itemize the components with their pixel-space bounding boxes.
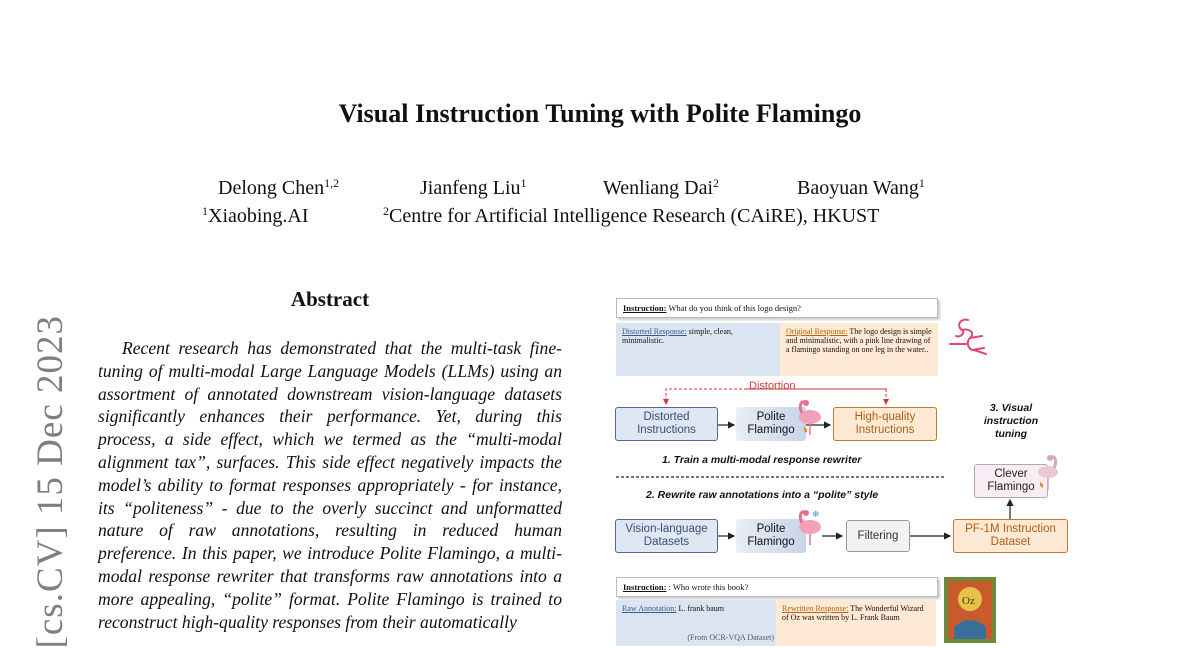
distorted-instructions-node: Distorted Instructions (615, 407, 718, 441)
arxiv-stamp-text: [cs.CV] 15 Dec 2023 (29, 314, 71, 648)
step1-label: 1. Train a multi-modal response rewriter (662, 454, 862, 466)
step3-label: 3. Visual instruction tuning (983, 402, 1039, 440)
step2-label: 2. Rewrite raw annotations into a “polite” style (646, 489, 879, 501)
flamingo-clever-icon (1032, 452, 1066, 492)
pf1m-dataset-node: PF-1M Instruction Dataset (953, 519, 1068, 553)
polite-flamingo-node-1: Polite Flamingo (736, 407, 806, 441)
clever-flamingo-node: Clever Flamingo (974, 464, 1048, 498)
flamingo-snowflake-icon (792, 507, 826, 547)
author-2: Jianfeng Liu$^1$ (420, 176, 527, 199)
original-response-box: Original Response: The logo design is simple and minimalistic, with a pink line drawing of a flamingo standing on one leg in the water.. (780, 323, 938, 376)
paper-title: Visual Instruction Tuning with Polite Flamingo (338, 99, 862, 128)
distorted-response-box: Distorted Response: simple, clean, minimalistic. (616, 323, 780, 376)
abstract-body: Recent research has demonstrated that the multi-task fine-tuning of multi-modal Large Language Models (LLMs) using an assortment of annotated downstream vision-language datasets significantly enhances their performance. Yet, during this process, a side effect, which we termed as the “multi-modal alignment tax”, surfaces. This side effect negatively impacts the model’s ability to format responses appropriately - for instance, its “politeness” - due to the overly succinct and unformatted nature of raw annotations, resulting in reduced human preference. In this paper, we introduce Polite Flamingo, a multi-modal response rewriter that transforms raw annotations into a more appealing, “polite” format. Polite Flamingo is trained to reconstruct high-quality responses from their automatically (98, 338, 562, 632)
author-1: Delong Chen$^{1,2}$ (218, 176, 340, 199)
bottom-instruction-bar: Instruction: : Who wrote this book? (616, 577, 938, 597)
vision-language-datasets-node: Vision-language Datasets (615, 519, 718, 553)
author-3: Wenliang Dai$^2$ (603, 176, 720, 199)
abstract-heading: Abstract (290, 287, 370, 311)
raw-annotation-box: Raw Annotation: L. frank baum (From OCR-VQA Dataset) (616, 600, 780, 646)
arxiv-side-stamp (18, 300, 82, 648)
svg-text:Oz: Oz (962, 595, 975, 607)
polite-flamingo-node-2: Polite Flamingo (736, 519, 806, 553)
high-quality-instructions-node: High-quality Instructions (833, 407, 937, 441)
flamingo-fire-icon (792, 397, 826, 437)
distortion-label: Distortion (749, 380, 796, 392)
raw-source-note: (From OCR-VQA Dataset) (687, 633, 774, 642)
flamingo-logo-icon (946, 314, 992, 360)
filtering-node: Filtering (846, 520, 910, 552)
top-instruction-bar: Instruction: What do you think of this logo design? (616, 298, 938, 318)
affiliation-1: $^1$Xiaobing.AI (202, 204, 309, 227)
book-cover-image (944, 577, 996, 643)
overview-figure (606, 294, 1086, 648)
affiliation-2: $^2$Centre for Artificial Intelligence Research (CAiRE), HKUST (383, 204, 880, 227)
svg-text:❄: ❄ (812, 509, 820, 519)
author-4: Baoyuan Wang$^1$ (797, 176, 925, 199)
rewritten-response-box: Rewritten Response: The Wonderful Wizard of Oz was written by L. Frank Baum (776, 600, 936, 646)
